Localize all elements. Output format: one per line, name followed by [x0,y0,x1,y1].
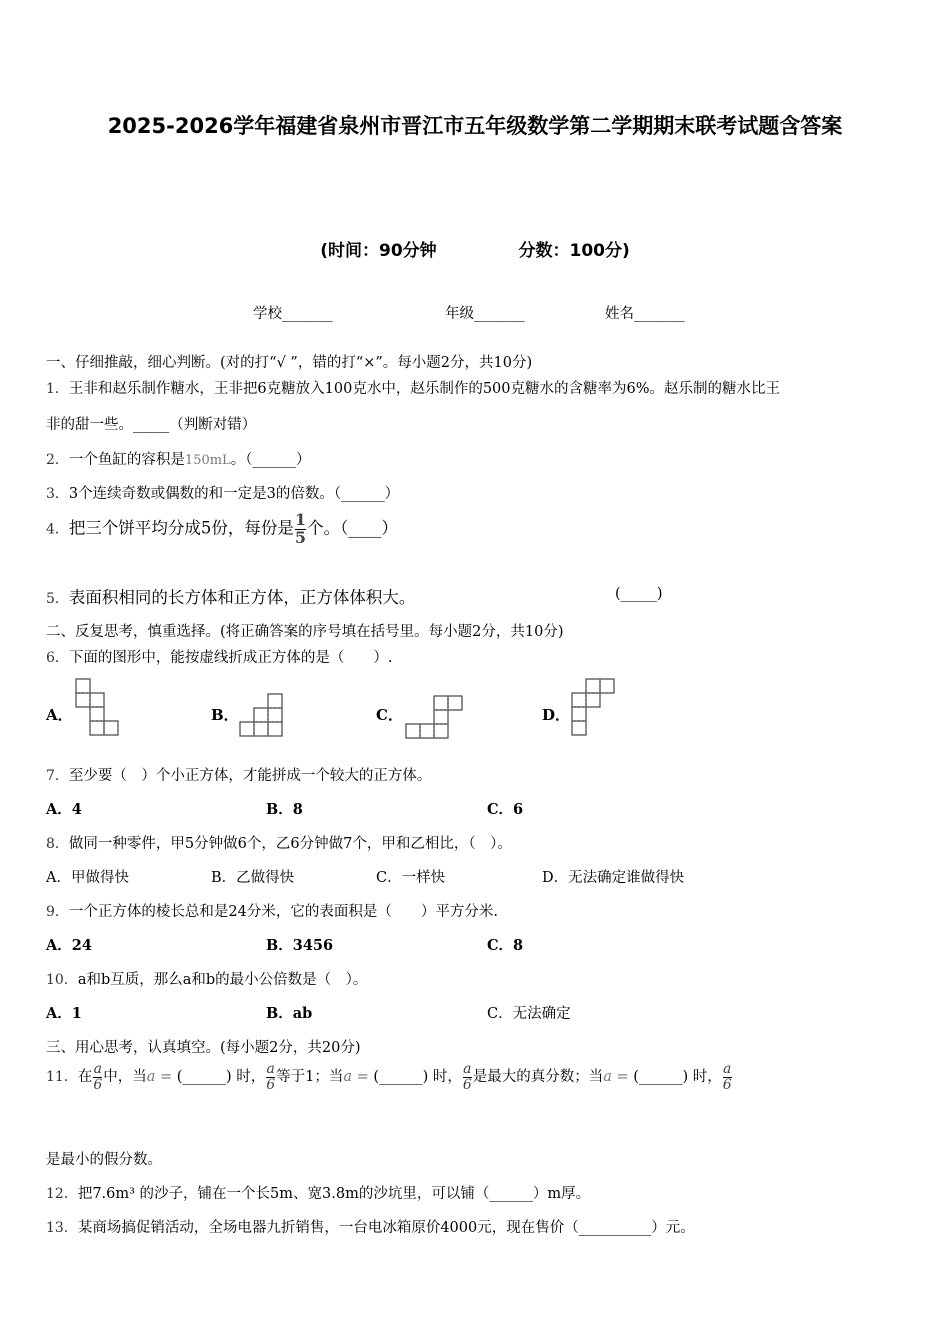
q4-fraction-numerator: 1 [294,510,307,529]
q4-fraction-denominator: 5 [294,528,307,547]
q10-text: a和b互质，那么a和b的最小公倍数是（ ）。 [77,972,368,988]
question-13 [46,1216,695,1237]
q11-p2: 中，当 [103,1069,147,1085]
q4-pre: 把三个饼平均分成5份，每份是 [68,518,294,538]
question-5 [46,584,415,608]
q7-option-b[interactable]: B．8 [266,801,303,818]
section3-heading: 三、用心思考，认真填空。(每小题2分，共20分) [46,1040,361,1056]
q7-option-a[interactable]: A．4 [46,801,82,818]
q11-eq-2: = [352,1069,374,1085]
q13-text: 某商场搞促销活动，全场电器九折销售，一台电冰箱原价4000元，现在售价（__________）元。 [77,1220,695,1236]
q6-option-d[interactable]: D． [542,706,571,724]
q5-text: 表面积相同的长方体和正方体，正方体体积大。 [68,588,416,607]
q6-net-a [72,676,122,746]
q4-post: 个。（____） [307,518,398,538]
q1-text-line1: 王非和赵乐制作糖水，王非把6克糖放入100克水中，赵乐制作的500克糖水的含糖率为6%。赵乐制的糖水比王 [68,381,780,397]
question-11 [46,1062,733,1092]
q8-number: 8． [46,836,69,852]
question-3 [46,482,399,503]
q3-text: 3个连续奇数或偶数的和一定是3的倍数。（______） [68,486,400,502]
q7-text: 至少要（ ）个小正方体，才能拼成一个较大的正方体。 [68,768,432,784]
q5-blank: (_____) [615,586,663,602]
q2-number: 2． [46,452,69,468]
q11-p4: 等于1；当 [276,1069,344,1085]
page-title: 2025-2026学年福建省泉州市晋江市五年级数学第二学期期末联考试题含答案 [107,114,843,138]
q9-option-a[interactable]: A．24 [46,937,92,954]
q3-number: 3． [46,486,69,502]
q11-fraction-3-denominator: 6 [462,1077,472,1093]
q6-net-b [236,690,288,748]
q6-number: 6． [46,650,69,666]
q4-fraction [295,512,306,546]
q11-blank-2: (______) 时， [373,1069,462,1085]
q2-post: 。（______） [230,452,311,468]
question-10 [46,968,367,989]
section1-heading: 一、仔细推敲，细心判断。(对的打“√ ”，错的打“×”。每小题2分，共10分) [46,355,533,371]
q11-fraction-3-numerator: a [463,1061,472,1077]
q12-number: 12． [46,1186,78,1202]
q9-option-c[interactable]: C．8 [487,937,524,954]
q8-option-a[interactable]: A．甲做得快 [46,870,129,886]
question-12 [46,1182,590,1203]
q11-fraction-1-numerator: a [93,1061,102,1077]
q6-option-a[interactable]: A． [46,706,73,724]
q8-option-b[interactable]: B．乙做得快 [211,870,295,886]
q11-fraction-4-denominator: 6 [722,1077,732,1093]
q11-fraction-2-denominator: 6 [266,1077,276,1093]
q7-number: 7． [46,768,69,784]
q5-number: 5． [46,591,69,607]
question-9 [46,900,498,921]
q2-pre: 一个鱼缸的容积是 [68,452,185,468]
exam-score: 分数：100分) [518,241,630,261]
school-field: 学校_______ [253,306,333,322]
exam-time: (时间：90分钟 [320,241,437,261]
q1-text-line2: 非的甜一些。_____（判断对错） [46,417,257,433]
grade-field: 年级_______ [445,306,525,322]
q9-number: 9． [46,904,69,920]
q6-net-d [568,676,620,746]
q10-option-a[interactable]: A．1 [46,1005,82,1022]
q11-var-3: a [603,1069,612,1085]
q11-fraction-4-numerator: a [723,1061,732,1077]
q4-number: 4． [46,521,69,538]
q13-number: 13． [46,1220,78,1236]
q9-text: 一个正方体的棱长总和是24分米，它的表面积是（ ）平方分米. [68,904,498,920]
q10-option-c[interactable]: C．无法确定 [487,1006,571,1022]
q11-fraction-3 [463,1062,472,1092]
q11-eq-1: = [155,1069,177,1085]
q6-net-c [402,692,466,748]
q6-option-c[interactable]: C． [376,706,403,724]
q11-blank-3: (______) 时， [633,1069,722,1085]
name-field: 姓名_______ [605,306,685,322]
q8-option-c[interactable]: C．一样快 [376,870,446,886]
q11-fraction-1-denominator: 6 [93,1077,103,1093]
question-8 [46,832,512,853]
q11-p1: 在 [77,1069,93,1085]
q1-number: 1． [46,381,69,397]
q11-fraction-2-numerator: a [266,1061,275,1077]
exam-meta [0,236,950,261]
question-2 [46,448,310,469]
q11-p6: 是最大的真分数；当 [472,1069,604,1085]
q11-var-2: a [343,1069,353,1085]
q11-text-line2: 是最小的假分数。 [46,1152,162,1168]
section2-heading: 二、反复思考，慎重选择。(将正确答案的序号填在括号里。每小题2分，共10分) [46,624,564,640]
q11-number: 11． [46,1069,78,1085]
question-1 [46,377,780,398]
q12-text: 把7.6m³ 的沙子，铺在一个长5m、宽3.8m的沙坑里，可以铺（______）m厚。 [77,1186,591,1202]
q7-option-c[interactable]: C．6 [487,801,524,818]
q11-eq-3: = [611,1069,634,1085]
q8-text: 做同一种零件，甲5分钟做6个，乙6分钟做7个，甲和乙相比，（ ）。 [68,836,512,852]
q11-var-1: a [146,1069,156,1085]
q10-option-b[interactable]: B．ab [266,1005,313,1022]
q11-fraction-2 [266,1062,275,1092]
q8-option-d[interactable]: D．无法确定谁做得快 [542,870,685,886]
question-7 [46,764,431,785]
q10-number: 10． [46,972,78,988]
q6-option-b[interactable]: B． [211,706,239,724]
q9-option-b[interactable]: B．3456 [266,937,334,954]
q11-blank-1: (______) 时， [176,1069,266,1085]
q2-value: 150mL [184,453,231,468]
question-4 [46,512,398,546]
question-6 [46,646,393,667]
q11-fraction-4 [723,1062,732,1092]
q11-fraction-1 [93,1062,102,1092]
q6-text: 下面的图形中，能按虚线折成正方体的是（ ）. [68,650,393,666]
